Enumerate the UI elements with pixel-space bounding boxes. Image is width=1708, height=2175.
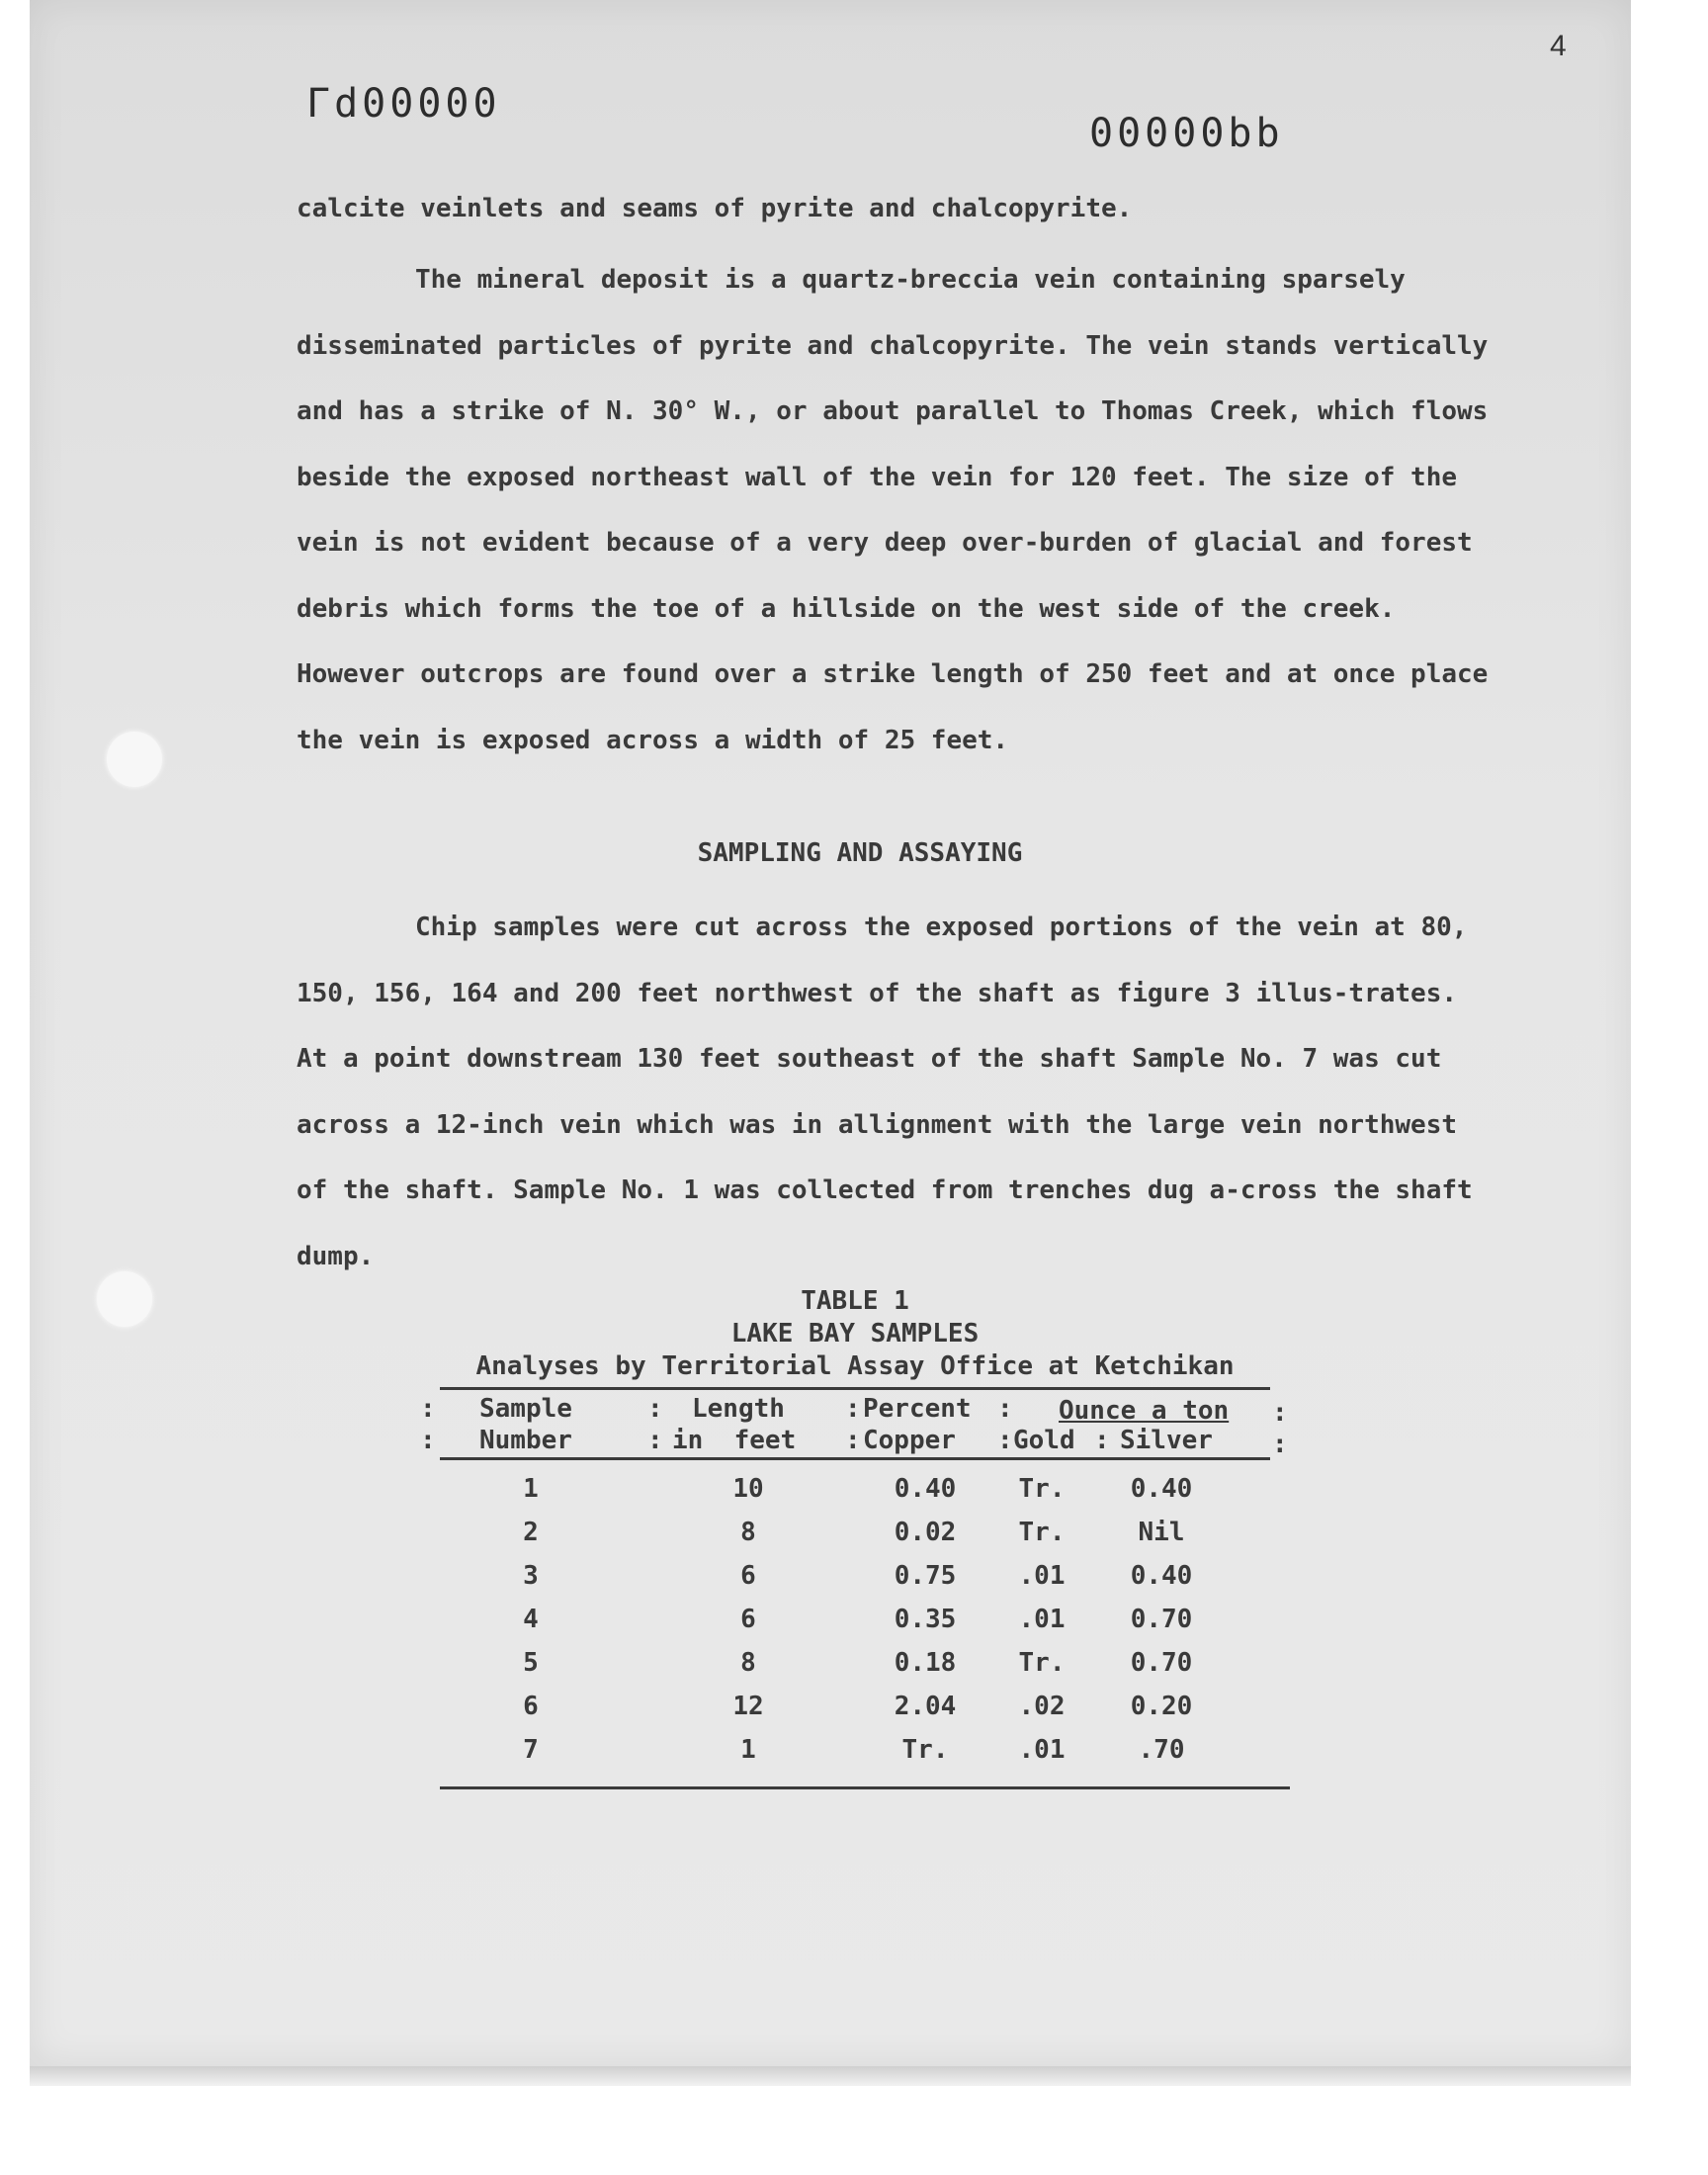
header-sample: Sample: [479, 1394, 572, 1424]
header-ounce-a-ton: Ounce a ton: [1059, 1396, 1230, 1426]
document-stamp-left: Гd00000: [306, 81, 501, 127]
sample-length: 6: [740, 1605, 756, 1634]
header-sep: :: [1272, 1398, 1288, 1428]
assay-table: [420, 1285, 1290, 1789]
table-header-rule: [440, 1457, 1270, 1460]
sample-number: 3: [523, 1561, 539, 1591]
gold-ounces: Tr.: [1018, 1648, 1066, 1678]
header-silver: Silver: [1120, 1426, 1213, 1455]
silver-ounces: 0.70: [1130, 1648, 1193, 1678]
gold-ounces: .01: [1018, 1735, 1066, 1765]
table-header: [420, 1390, 1290, 1457]
copper-percent: 0.75: [894, 1561, 957, 1591]
sample-length: 8: [740, 1648, 756, 1678]
section-heading: SAMPLING AND ASSAYING: [697, 838, 1023, 868]
gold-ounces: .01: [1018, 1605, 1066, 1634]
header-length: Length: [692, 1394, 785, 1424]
header-sep: :: [420, 1394, 436, 1424]
silver-ounces: 0.70: [1130, 1605, 1193, 1634]
silver-ounces: .70: [1138, 1735, 1185, 1765]
silver-ounces: 0.40: [1130, 1561, 1193, 1591]
gold-ounces: Tr.: [1018, 1474, 1066, 1504]
header-sep: :: [845, 1426, 861, 1455]
header-sep: :: [1272, 1430, 1288, 1459]
copper-percent: 0.18: [894, 1648, 957, 1678]
copper-percent: 2.04: [894, 1692, 957, 1721]
sample-number: 6: [523, 1692, 539, 1721]
header-gold: Gold: [1013, 1426, 1075, 1455]
copper-percent: 0.02: [894, 1518, 957, 1547]
header-copper: Copper: [863, 1426, 956, 1455]
sample-length: 1: [740, 1735, 756, 1765]
sample-length: 10: [732, 1474, 764, 1504]
sample-length: 8: [740, 1518, 756, 1547]
table-title: LAKE BAY SAMPLES: [730, 1319, 980, 1348]
table-row: [420, 1688, 1290, 1731]
table-row: [420, 1557, 1290, 1601]
silver-ounces: 0.40: [1130, 1474, 1193, 1504]
sample-number: 4: [523, 1605, 539, 1634]
table-row: [420, 1470, 1290, 1514]
header-number: Number: [479, 1426, 572, 1455]
header-sep: :: [845, 1394, 861, 1424]
table-label: TABLE 1: [801, 1286, 909, 1316]
header-sep: :: [997, 1426, 1013, 1455]
page-number: 4: [1550, 30, 1567, 62]
gold-ounces: .01: [1018, 1561, 1066, 1591]
paragraph-chip-samples: Chip samples were cut across the exposed portions of the vein at 80, 150, 156, 164 and 200 feet northwest of the shaft as figure 3 illus-trates. At a point downstream 130 feet southeast of the shaft Sample No. 7 was cut across a 12-inch vein which was in allignment with the large vein northwest of the shaft. Sample No. 1 was collected from trenches dug a-cross the shaft dump.: [297, 913, 1473, 1271]
header-in-feet: in feet: [672, 1426, 797, 1455]
table-subtitle: Analyses by Territorial Assay Office at Ketchikan: [475, 1351, 1235, 1381]
scan-bottom-edge: [30, 2066, 1631, 2086]
table-row: [420, 1514, 1290, 1557]
sample-number: 1: [523, 1474, 539, 1504]
copper-percent: 0.40: [894, 1474, 957, 1504]
header-sep: :: [420, 1426, 436, 1455]
sample-number: 2: [523, 1518, 539, 1547]
silver-ounces: 0.20: [1130, 1692, 1193, 1721]
sample-length: 6: [740, 1561, 756, 1591]
paragraph-mineral-deposit: The mineral deposit is a quartz-breccia vein containing sparsely disseminated particles of pyrite and chalcopyrite. The vein stands vertically and has a strike of N. 30° W., or about parallel to Thomas Creek, which flows beside the exposed northeast wall of the vein for 120 feet. The size of the vein is not evident because of a very deep over-burden of glacial and forest debris which forms the toe of a hillside on the west side of the creek. However outcrops are found over a strike length of 250 feet and at once place the vein is exposed across a width of 25 feet.: [297, 265, 1489, 755]
binder-hole-top: [107, 732, 162, 787]
gold-ounces: .02: [1018, 1692, 1066, 1721]
binder-hole-bottom: [97, 1271, 152, 1327]
table-bottom-rule: [440, 1786, 1290, 1789]
header-percent: Percent: [863, 1394, 972, 1424]
copper-percent: Tr.: [901, 1735, 949, 1765]
document-stamp-right: 00000bb: [1089, 111, 1284, 156]
sample-number: 5: [523, 1648, 539, 1678]
paragraph-continuation: calcite veinlets and seams of pyrite and chalcopyrite.: [297, 194, 1133, 223]
silver-ounces: Nil: [1138, 1518, 1185, 1547]
sample-length: 12: [732, 1692, 764, 1721]
sample-number: 7: [523, 1735, 539, 1765]
header-sep: :: [647, 1394, 663, 1424]
table-row: [420, 1731, 1290, 1775]
gold-ounces: Tr.: [1018, 1518, 1066, 1547]
table-row: [420, 1644, 1290, 1688]
header-sep: :: [647, 1426, 663, 1455]
table-row: [420, 1601, 1290, 1644]
copper-percent: 0.35: [894, 1605, 957, 1634]
header-sep: :: [997, 1394, 1013, 1424]
header-sep: :: [1094, 1426, 1110, 1455]
